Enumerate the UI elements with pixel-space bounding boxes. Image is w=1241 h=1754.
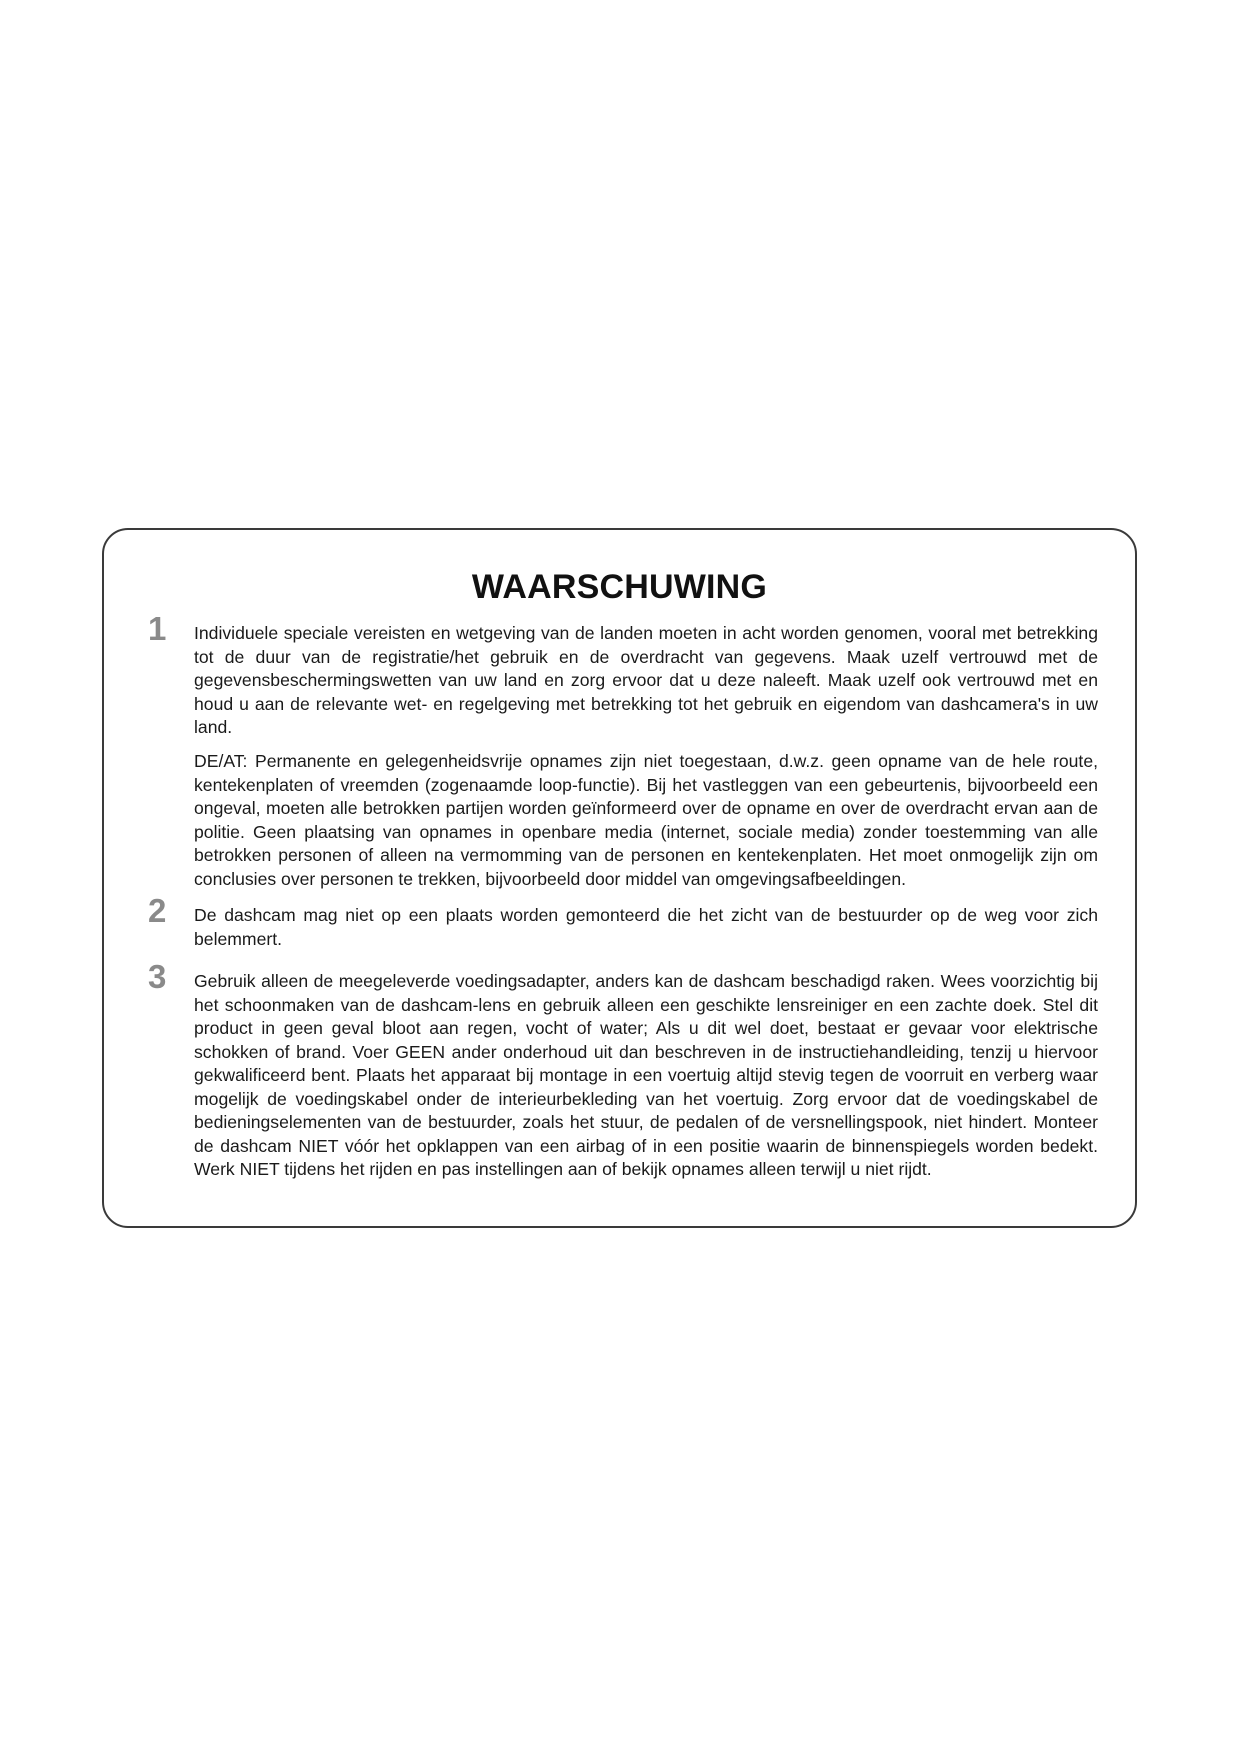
- section-number: 2: [148, 892, 167, 929]
- warning-box: [102, 528, 1137, 1228]
- section-number: 1: [148, 610, 167, 647]
- section-paragraph: Individuele speciale vereisten en wetgeving van de landen moeten in acht worden genomen, vooral met betrekking tot de duur van de registratie/het gebruik en de overdracht van gegevens. Maak uzelf vertrouwd met de gegevensbeschermingswetten van uw land en zorg ervoor dat u deze naleeft. Maak uzelf ook vertrouwd met en houd u aan de relevante wet- en regelgeving met betrekking tot het gebruik en eigendom van dashcamera's in uw land.: [194, 623, 1098, 737]
- section-number: 3: [148, 958, 167, 995]
- section-paragraph: De dashcam mag niet op een plaats worden gemonteerd die het zicht van de bestuurder op de weg voor zich belemmert.: [194, 905, 1098, 949]
- section-paragraph: DE/AT: Permanente en gelegenheidsvrije opnames zijn niet toegestaan, d.w.z. geen opname van de hele route, kentekenplaten of vreemden (zogenaamde loop-functie). Bij het vastleggen van een gebeurtenis, bijvoorbeeld een ongeval, moeten alle betrokken partijen worden geïnformeerd over de opname en over de overdracht ervan aan de politie. Geen plaatsing van opnames in openbare media (internet, sociale media) zonder toestemming van alle betrokken personen of alleen na vermomming van de personen en kentekenplaten. Het moet onmogelijk zijn om conclusies over personen te trekken, bijvoorbeeld door middel van omgevingsafbeeldingen.: [194, 751, 1098, 889]
- warning-title: WAARSCHUWING: [471, 568, 768, 606]
- section-paragraph: Gebruik alleen de meegeleverde voedingsadapter, anders kan de dashcam beschadigd raken. Wees voorzichtig bij het schoonmaken van de dashcam-lens en gebruik alleen een geschikte lensreiniger en een zachte doek. Stel dit product in geen geval bloot aan regen, vocht of water; Als u dit wel doet, bestaat er gevaar voor elektrische schokken of brand. Voer GEEN ander onderhoud uit dan beschreven in de instructiehandleiding, tenzij u hiervoor gekwalificeerd bent. Plaats het apparaat bij montage in een voertuig altijd stevig tegen de voorruit en verberg waar mogelijk de voedingskabel onder de interieurbekleding van het voertuig. Zorg ervoor dat de voedingskabel de bedieningselementen van de bestuurder, zoals het stuur, de pedalen of de versnellingspook, niet hindert. Monteer de dashcam NIET vóór het opklappen van een airbag of in een positie waarin de binnenspiegels worden bedekt. Werk NIET tijdens het rijden en pas instellingen aan of bekijk opnames alleen terwijl u niet rijdt.: [194, 971, 1098, 1179]
